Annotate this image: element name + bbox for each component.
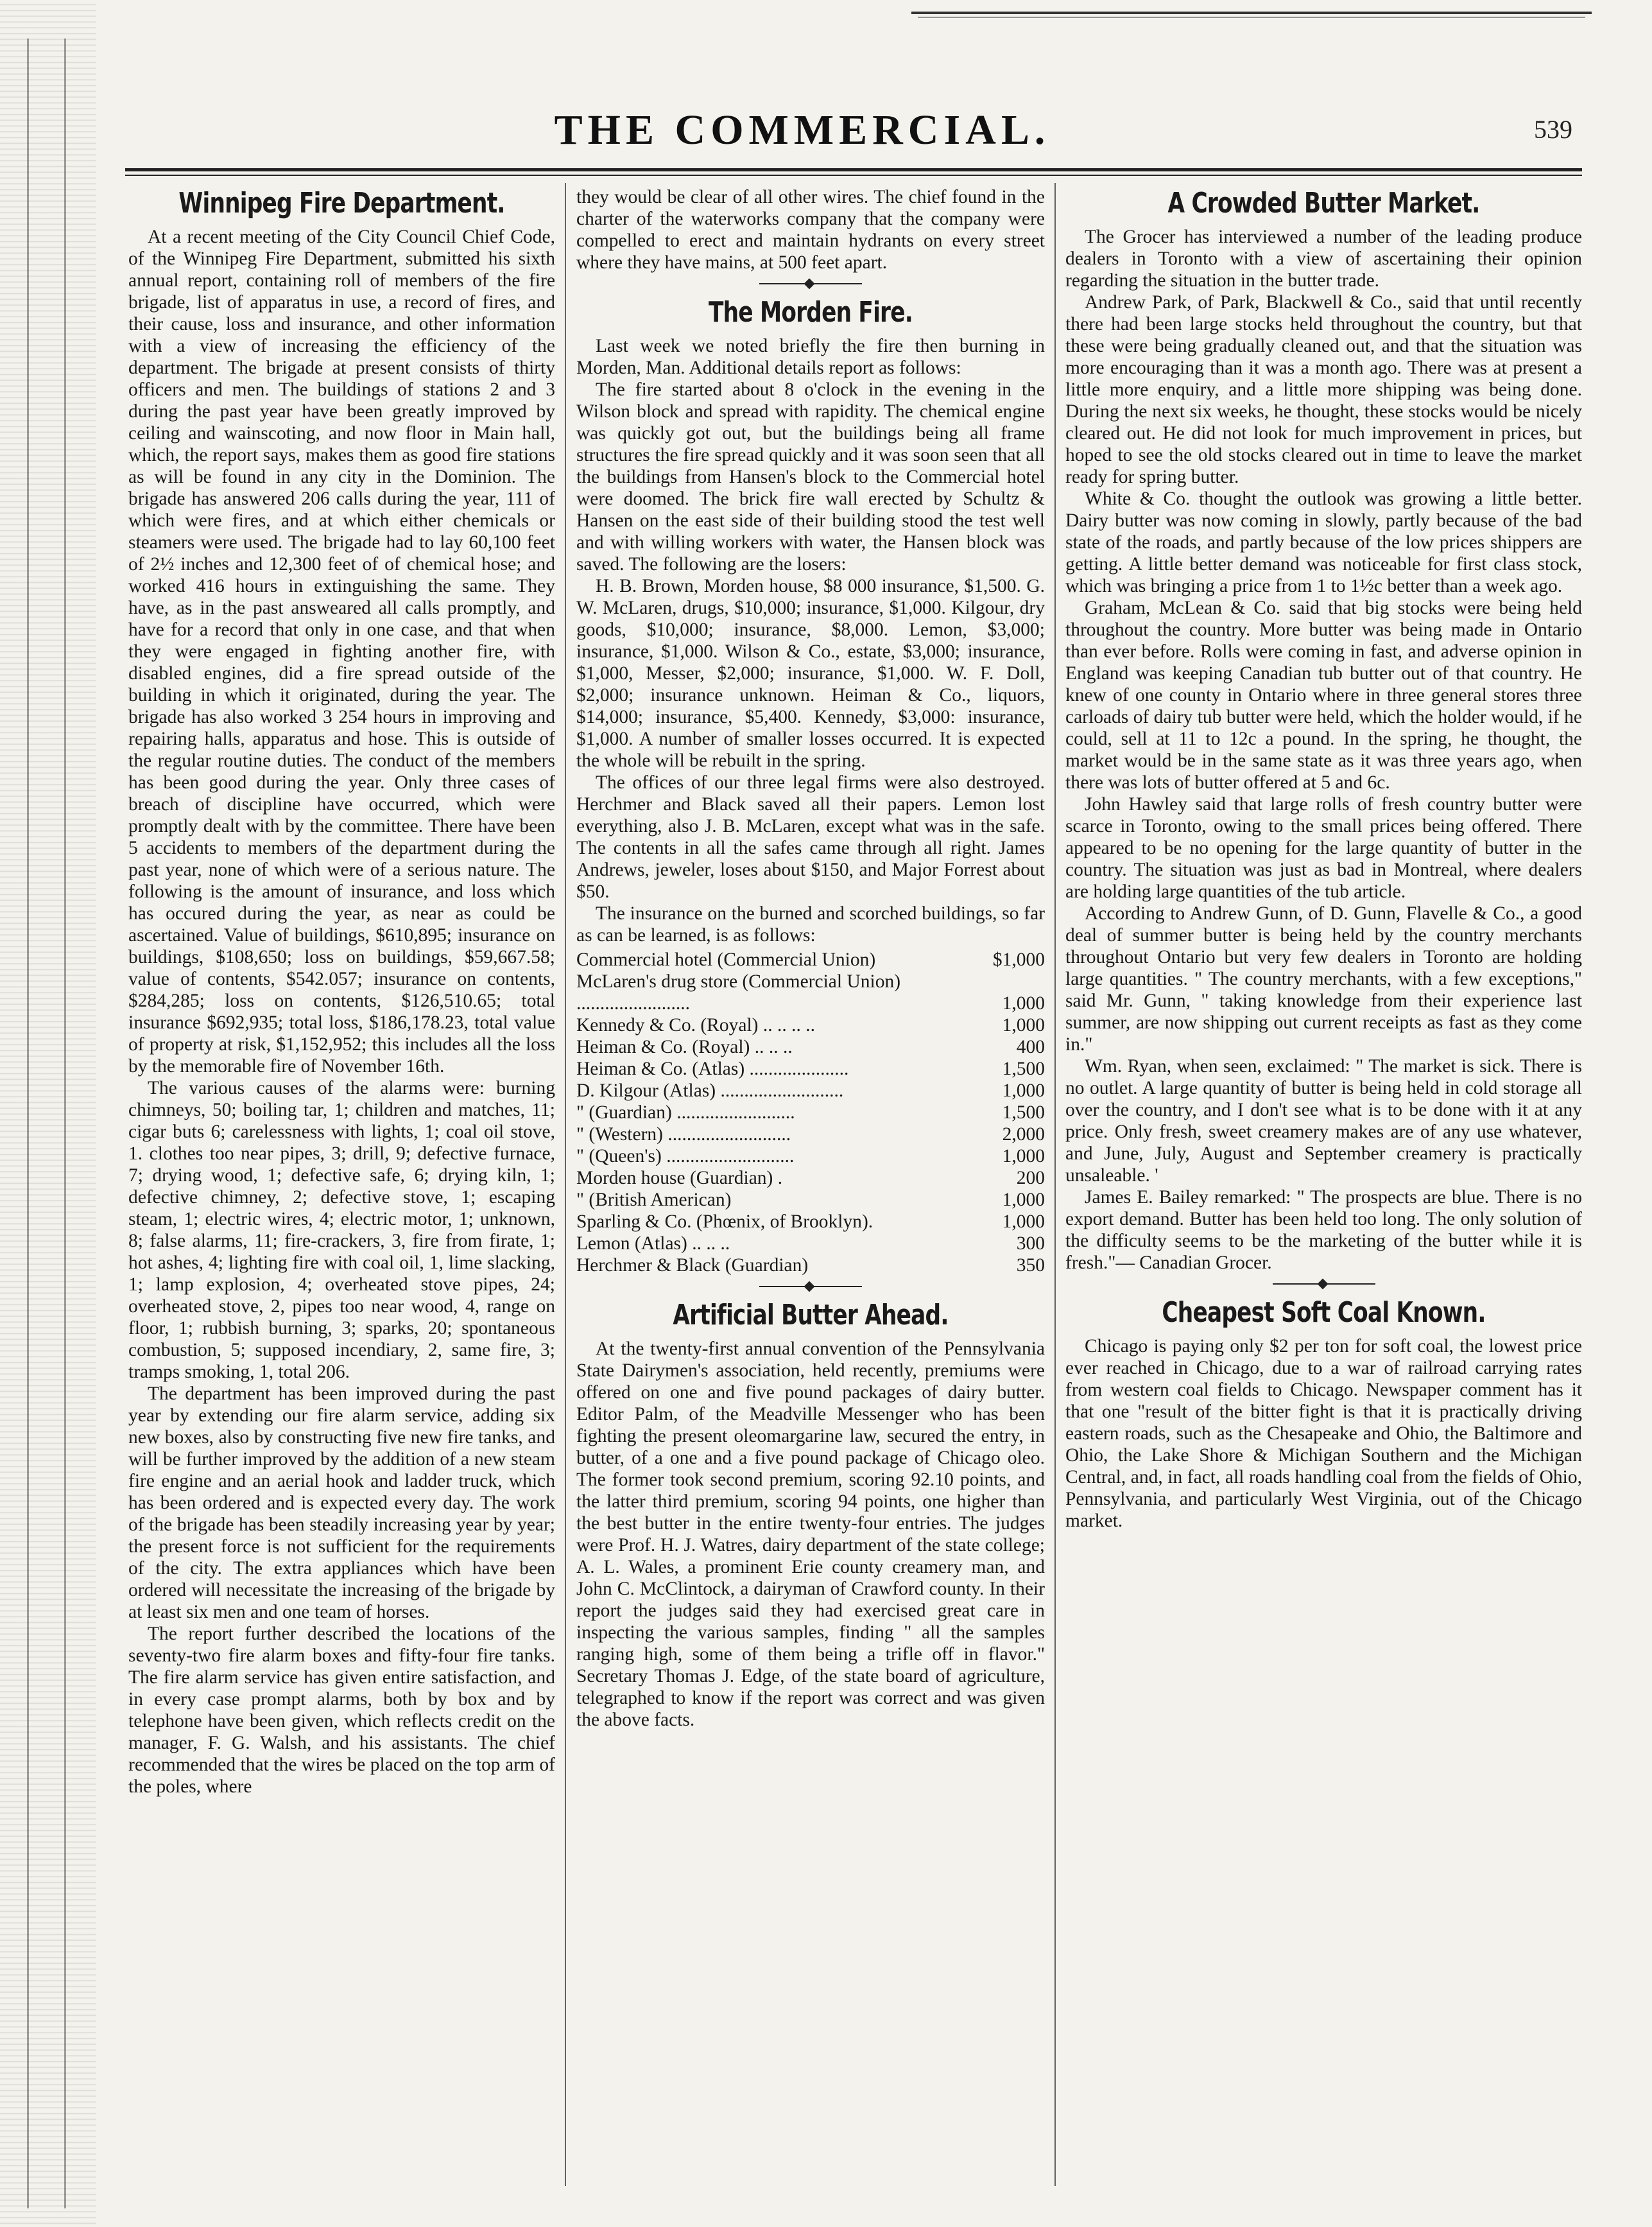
binding-edge [0,0,96,2227]
table-row [576,1014,1045,1036]
table-row [576,1211,1045,1233]
top-edge-rule [911,12,1592,14]
table-row [576,1189,1045,1211]
column-rule [565,183,566,2186]
article-paragraph: The Grocer has interviewed a number of the leading produce dealers in Toronto with a view of ascertaining their opinion regarding the situation in the butter trade. [1065,227,1582,291]
article-paragraph: Andrew Park, of Park, Blackwell & Co., said that until recently there had been large stocks held throughout the country, but that these were being gradually cleaned out, and that the situation was more encouraging than it was a month ago. There was at present a little more enquiry, and a little more shipping was being done. During the next six weeks, he thought, these stocks would be nicely cleared out. He did not look for much improvement in prices, but hoped to see the old stocks cleared out in time to leave the market ready for spring butter. [1065,292,1582,487]
article [1065,186,1582,1274]
article-paragraph: White & Co. thought the outlook was growing a little better. Dairy butter was now coming in slowly, partly because of the bad state of the roads, and partly because of the low prices shippers are getting. A little better demand was noticeable for first class stock, which was bringing a price from 1 to 1½c better than a week ago. [1065,489,1582,596]
insurer-label: " (Western) .......................... [576,1124,791,1145]
column-1 [128,186,555,2189]
article-paragraph: James E. Bailey remarked: " The prospects are blue. There is no export demand. Butter has been held too long. The only solution of the difficulty seems to be the marketing of the butter while it is fresh."— Canadian Grocer. [1065,1187,1582,1273]
insurer-label: " (British American) [576,1190,732,1210]
article-paragraph: Graham, McLean & Co. said that big stocks were being held throughout the country. More butter was being made in Ontario than ever before. Rolls were coming in fast, and adverse opinion in England was keeping Canadian tub butter out of that country. He knew of one county in Ontario where in three general stores three carloads of dairy tub butter were held, which the holder would, if he could, sell at 11 to 12c a pound. In the spring, he thought, the market would be in the same state as it was three years ago, when there was lots of butter offered at 5 and 6c. [1065,598,1582,793]
insurance-amount: 1,000 [1002,993,1045,1014]
article-headline: Winnipeg Fire Department. [178,187,505,220]
article-paragraph: Last week we noted briefly the fire then burning in Morden, Man. Additional details report as follows: [576,336,1045,378]
insurance-table [576,949,1045,1276]
table-row [576,1036,1045,1058]
article [576,295,1045,1276]
article [576,186,1045,273]
table-row [576,1254,1045,1276]
article-headline: The Morden Fire. [709,296,913,329]
article-paragraph: The fire started about 8 o'clock in the evening in the Wilson block and spread with rapidity. The chemical engine was quickly got out, but the buildings being all frame structures the fire spread quickly and it was soon seen that all the buildings from Hansen's block to the Commercial hotel were doomed. The brick fire wall erected by Schultz & Hansen on the east side of their building stood the test well and with willing workers with water, the Hansen block was saved. The following are the losers: [576,379,1045,575]
article-paragraph: Wm. Ryan, when seen, exclaimed: " The market is sick. There is no outlet. A large quantity of butter is being held in cold storage all over the country, and I don't see what is to be done with it at any price. Only fresh, sweet creamery makes are of any use whatever, and June, July, August and September creamery is practically unsaleable. ' [1065,1056,1582,1186]
insurance-amount: 1,000 [1002,1211,1045,1232]
article-separator [759,1283,862,1290]
insurer-label: D. Kilgour (Atlas) .......................... [576,1080,844,1101]
article-paragraph: H. B. Brown, Morden house, $8 000 insurance, $1,500. G. W. McLaren, drugs, $10,000; insurance, $1,000. Kilgour, dry goods, $10,000; insurance, $8,000. Lemon, $3,000; insurance, $1,000. Wilson & Co., estate, $3,000; insurance, $1,000, Messer, $2,000; insurance, $1,000. W. F. Doll, $2,000; insurance unknown. Heiman & Co., liquors, $14,000; insurance, $5,400. Kennedy, $3,000: insurance, $1,000. A number of smaller losses occurred. It is expected the whole will be rebuilt in the spring. [576,576,1045,771]
article-paragraph: John Hawley said that large rolls of fresh country butter were scarce in Toronto, owing to the small prices being offered. There appeared to be no opening for the large quantity of butter in the country. The situation was just as bad in Montreal, where dealers are holding large quantities of the tub article. [1065,794,1582,902]
table-row [576,971,1045,1014]
column-3 [1065,186,1582,2189]
article-separator [759,280,862,288]
table-row [576,1102,1045,1123]
article-paragraph: The offices of our three legal firms were also destroyed. Herchmer and Black saved all their papers. Lemon lost everything, also J. B. McLaren, except what was in the safe. The contents in all the safes came through all right. James Andrews, jeweler, loses about $150, and Major Forrest about $50. [576,772,1045,902]
insurer-label: Heiman & Co. (Atlas) ..................... [576,1059,849,1079]
page-number: 539 [1534,115,1572,144]
article [576,1298,1045,1731]
insurance-amount: 2,000 [1002,1124,1045,1145]
article [1065,1295,1582,1532]
masthead-rule [125,168,1582,171]
insurer-label: Lemon (Atlas) .. .. .. [576,1233,730,1254]
table-row [576,1167,1045,1189]
insurer-label: Heiman & Co. (Royal) .. .. .. [576,1037,793,1057]
table-row [576,1145,1045,1167]
article-separator [1273,1280,1375,1288]
article-paragraph: The department has been improved during the past year by extending our fire alarm service, adding six new boxes, also by constructing five new fire tanks, and will be further improved by the addition of a new steam fire engine and an aerial hook and ladder truck, which has been ordered and is expected every day. The work of the brigade has been steadily increasing year by year; the present force is not sufficient for the requirements of the city. The extra appliances which have been ordered will necessitate the increasing of the brigade by at least six men and one team of horses. [128,1383,555,1622]
insurer-label: Sparling & Co. (Phœnix, of Brooklyn). [576,1211,873,1232]
insurance-amount: 300 [1016,1233,1045,1254]
insurance-amount: 200 [1016,1168,1045,1188]
insurer-label: " (Queen's) ........................... [576,1146,795,1166]
article-paragraph: At a recent meeting of the City Council Chief Code, of the Winnipeg Fire Department, submitted his sixth annual report, containing roll of members of the fire brigade, list of apparatus in use, a record of fires, and their cause, loss and insurance, and other information with a view of increasing the efficiency of the department. The brigade at present consists of thirty officers and men. The buildings of stations 2 and 3 during the past year have been greatly improved by ceiling and wainscoting, and now floor in Main hall, which, the report says, makes them as good fire stations as will be found in any city in the Dominion. The brigade has answered 206 calls during the year, 111 of which were fires, and at which either chemicals or steamers were used. The brigade had to lay 60,100 feet of 2½ inches and 12,300 feet of of chemical hose; and worked 416 hours in extinguishing the same. They have, as in the past answeared all calls promptly, and have for a record that only in one case, and that when they were engaged in fighting another fire, with disabled engines, did a fire spread outside of the building in which it originated, during the year. The brigade has also worked 3 254 hours in improving and repairing halls, apparatus and hose. This is outside of the regular routine duties. The conduct of the members has been good during the year. Only three cases of breach of discipline have occurred, which were promptly dealt with by the committee. There have been 5 accidents to members of the department during the past year, none of which were of a serious nature. The following is the amount of insurance, and loss which has occured during the year, as near as could be ascertained. Value of buildings, $610,895; insurance on buildings, $108,650; loss on buildings, $59,667.58; value of contents, $542.057; insurance on contents, $284,285; loss on contents, $126,510.65; total insurance $692,935; total loss, $186,178.23, total value of property at risk, $1,152,952; this includes all the loss by the memorable fire of November 16th. [128,227,555,1077]
insurance-amount: 1,000 [1002,1190,1045,1210]
insurer-label: McLaren's drug store (Commercial Union) ........................ [576,971,901,1014]
table-row [576,1233,1045,1254]
insurer-label: Kennedy & Co. (Royal) .. .. .. .. [576,1015,815,1036]
table-row [576,1080,1045,1102]
article-paragraph: According to Andrew Gunn, of D. Gunn, Flavelle & Co., a good deal of summer butter is being held by the country merchants throughout Ontario but very few dealers in Toronto are holding large quantities. " The country merchants, with a few exceptions," said Mr. Gunn, " taking knowledge from their experience last summer, are now shipping out current receipts as fast as they come in." [1065,903,1582,1055]
insurance-amount: 1,000 [1002,1015,1045,1036]
article-paragraph: The insurance on the burned and scorched buildings, so far as can be learned, is as follows: [576,903,1045,946]
insurance-amount: 1,000 [1002,1146,1045,1166]
top-edge-rule [918,17,1585,18]
insurance-amount: 350 [1016,1255,1045,1276]
article-paragraph: The report further described the locations of the seventy-two fire alarm boxes and fifty-four fire tanks. The fire alarm service has given entire satisfaction, and in every case prompt alarms, both by box and by telephone have been given, which reflects credit on the manager, F. G. Walsh, and his assistants. The chief recommended that the wires be placed on the top arm of the poles, where [128,1624,555,1797]
insurance-amount: 1,000 [1002,1080,1045,1101]
binding-line [64,39,66,2208]
insurance-amount: 1,500 [1002,1059,1045,1079]
table-row [576,1123,1045,1145]
article-paragraph: they would be clear of all other wires. The chief found in the charter of the waterworks company that the company were compelled to erect and maintain hydrants on every street where they have mains, at 500 feet apart. [576,187,1045,273]
article-paragraph: At the twenty-first annual convention of the Pennsylvania State Dairymen's association, held recently, premiums were offered on one and five pound packages of dairy butter. Editor Palm, of the Meadville Messenger who has been fighting the present oleomargarine law, secured the entry, in butter, of a one and a five pound package of Chicago oleo. The former took second premium, scoring 92.10 points, and the latter third premium, scoring 94 points, one higher than the best butter in the entire twenty-four entries. The judges were Prof. H. J. Watres, dairy department of the state college; A. L. Wales, a prominent Erie county creamery man, and John C. McClintock, a dairyman of Crawford county. In their report the judges said they had exercised great care in inspecting the various samples, finding " all the samples ranging high, some of them being a trifle off in flavor." Secretary Thomas J. Edge, of the state board of agriculture, telegraphed to know if the report was correct and was given the above facts. [576,1339,1045,1730]
masthead: THE COMMERCIAL. [554,107,1051,153]
article-headline: Cheapest Soft Coal Known. [1162,1296,1486,1329]
table-row [576,1058,1045,1080]
table-row [576,949,1045,971]
column-rule [1054,183,1056,2186]
insurance-amount: $1,000 [992,949,1045,970]
article-headline: Artificial Butter Ahead. [673,1299,949,1331]
article [128,186,555,1798]
article-paragraph: The various causes of the alarms were: burning chimneys, 50; boiling tar, 1; children and matches, 11; cigar buts 6; carelessness with lights, 1; coal oil stove, 1. clothes too near pipes, 3; drill, 9; defective furnace, 7; drying wood, 1; defective safe, 6; drying kiln, 1; defective chimney, 2; defective stove, 1; escaping steam, 1; electric wires, 4; electric motor, 1; unknown, 8; false alarms, 11; fire-crackers, 3, fire from firate, 1; hot ashes, 4; lighting fire with coal oil, 1, lime slacking, 1; lamp explosion, 4; overheated stove pipes, 24; overheated stove, 2, pipes too near wood, 4, range on floor, 1; rubbish burning, 3; sparks, 20; spontaneous combustion, 5; supposed incendiary, 2, same fire, 3; tramps smoking, 1, total 206. [128,1078,555,1382]
column-2 [576,186,1045,2189]
insurer-label: Morden house (Guardian) . [576,1168,783,1188]
insurer-label: Herchmer & Black (Guardian) [576,1255,809,1276]
article-paragraph: Chicago is paying only $2 per ton for soft coal, the lowest price ever reached in Chicago, due to a war of railroad carrying rates from western coal fields to Chicago. Newspaper comment has it that one "result of the bitter fight is that it is practically driving eastern roads, such as the Chesapeake and Ohio, the Baltimore and Ohio, the Lake Shore & Michigan Southern and the Michigan Central, and, in fact, all roads handling coal from the fields of Ohio, Pennsylvania, and particularly West Virginia, out of the Chicago market. [1065,1336,1582,1531]
masthead-rule [125,175,1582,176]
insurer-label: " (Guardian) ......................... [576,1102,795,1123]
insurance-amount: 1,500 [1002,1102,1045,1123]
insurance-amount: 400 [1016,1037,1045,1057]
article-headline: A Crowded Butter Market. [1167,187,1480,220]
insurer-label: Commercial hotel (Commercial Union) [576,949,876,970]
binding-line [27,39,29,2208]
